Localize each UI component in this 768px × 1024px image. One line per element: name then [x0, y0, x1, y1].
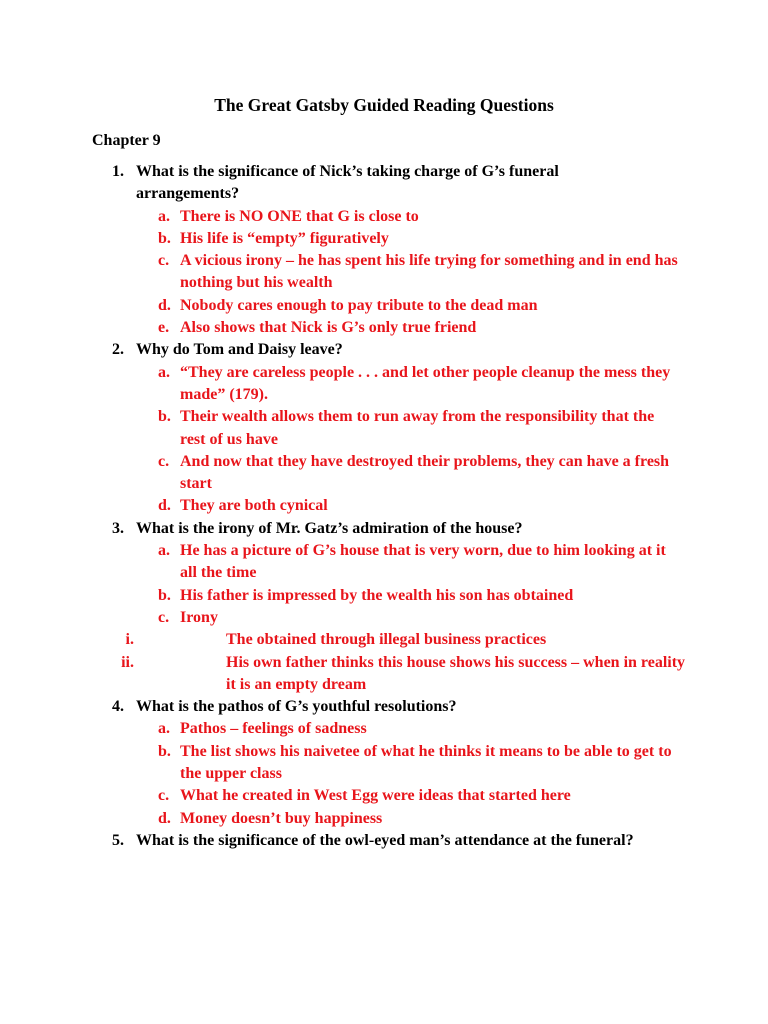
answer-text: Pathos – feelings of sadness [180, 720, 367, 738]
question-item [0, 161, 636, 206]
answer-letter: b. [158, 408, 171, 426]
answer-letter: c. [158, 787, 170, 805]
question-item [0, 518, 636, 540]
answer-item [0, 317, 680, 339]
answer-letter: c. [158, 608, 170, 626]
question-number: 1. [112, 163, 124, 180]
answer-item [0, 406, 680, 451]
answer-item [0, 718, 680, 740]
document-title: The Great Gatsby Guided Reading Questions [214, 95, 554, 115]
answer-item [0, 362, 680, 407]
answer-text: What he created in West Egg were ideas that started here [180, 787, 571, 805]
answer-letter: b. [158, 229, 171, 247]
sub-answer-numeral: i. [125, 631, 134, 649]
answer-text: There is NO ONE that G is close to [180, 207, 419, 225]
answer-item [0, 808, 680, 830]
answer-text: Also shows that Nick is G’s only true friend [180, 319, 477, 337]
answer-letter: c. [158, 252, 170, 270]
answer-text: Nobody cares enough to pay tribute to the dead man [180, 296, 538, 314]
answer-text: His father is impressed by the wealth his son has obtained [180, 586, 574, 604]
answer-item [0, 785, 680, 807]
question-item [0, 339, 636, 361]
question-item [0, 696, 636, 718]
answer-item [0, 607, 680, 629]
answer-letter: c. [158, 452, 170, 470]
answer-letter: a. [158, 542, 170, 560]
answer-letter: e. [158, 319, 170, 337]
answer-item [0, 228, 680, 250]
answer-letter: d. [158, 296, 171, 314]
sub-answer-item [0, 652, 686, 697]
question-number: 3. [112, 519, 124, 537]
answer-text: Money doesn’t buy happiness [180, 809, 383, 827]
answer-letter: b. [158, 586, 171, 604]
sub-answer-item [0, 629, 686, 651]
answer-item [0, 206, 680, 228]
answer-letter: a. [158, 363, 170, 381]
answer-item [0, 295, 680, 317]
answer-item [0, 741, 680, 786]
question-text: Why do Tom and Daisy leave? [136, 341, 343, 359]
question-number: 4. [112, 698, 124, 716]
answer-text: A vicious irony – he has spent his life trying for something and in end has nothing but his wealth [180, 252, 678, 292]
answer-item [0, 451, 680, 496]
chapter-heading: Chapter 9 [92, 132, 161, 149]
answer-text: Irony [180, 608, 218, 626]
sub-answer-numeral: ii. [121, 653, 134, 671]
answer-item [0, 495, 680, 517]
answer-letter: a. [158, 207, 170, 225]
answer-letter: b. [158, 742, 171, 760]
sub-answer-text: The obtained through illegal business practices [226, 631, 547, 649]
answer-text: They are both cynical [180, 497, 328, 515]
question-text: What is the pathos of G’s youthful resolutions? [136, 698, 457, 716]
answer-letter: d. [158, 809, 171, 827]
answer-item [0, 540, 680, 585]
answer-text: And now that they have destroyed their problems, they can have a fresh start [180, 452, 670, 493]
answer-text: “They are careless people . . . and let other people cleanup the mess they made” (179). [180, 363, 671, 403]
question-number: 2. [112, 341, 124, 359]
question-text: What is the significance of the owl-eyed man’s attendance at the funeral? [136, 831, 634, 849]
sub-answer-text: His own father thinks this house shows his success – when in reality it is an empty dream [226, 653, 686, 693]
answer-text: He has a picture of G’s house that is very worn, due to him looking at it all the time [180, 542, 666, 582]
answer-item [0, 250, 680, 295]
answer-letter: d. [158, 497, 171, 515]
question-text: What is the irony of Mr. Gatz’s admiration of the house? [136, 519, 523, 537]
answer-text: His life is “empty” figuratively [180, 229, 389, 247]
question-list [0, 161, 768, 852]
answer-letter: a. [158, 720, 170, 738]
question-item [0, 830, 636, 852]
question-number: 5. [112, 831, 124, 849]
answer-item [0, 585, 680, 607]
answer-text: Their wealth allows them to run away from the responsibility that the rest of us have [180, 408, 655, 448]
answer-text: The list shows his naivetee of what he thinks it means to be able to get to the upper class [180, 742, 672, 783]
question-text: What is the significance of Nick’s taking charge of G’s funeral arrangements? [136, 163, 559, 203]
